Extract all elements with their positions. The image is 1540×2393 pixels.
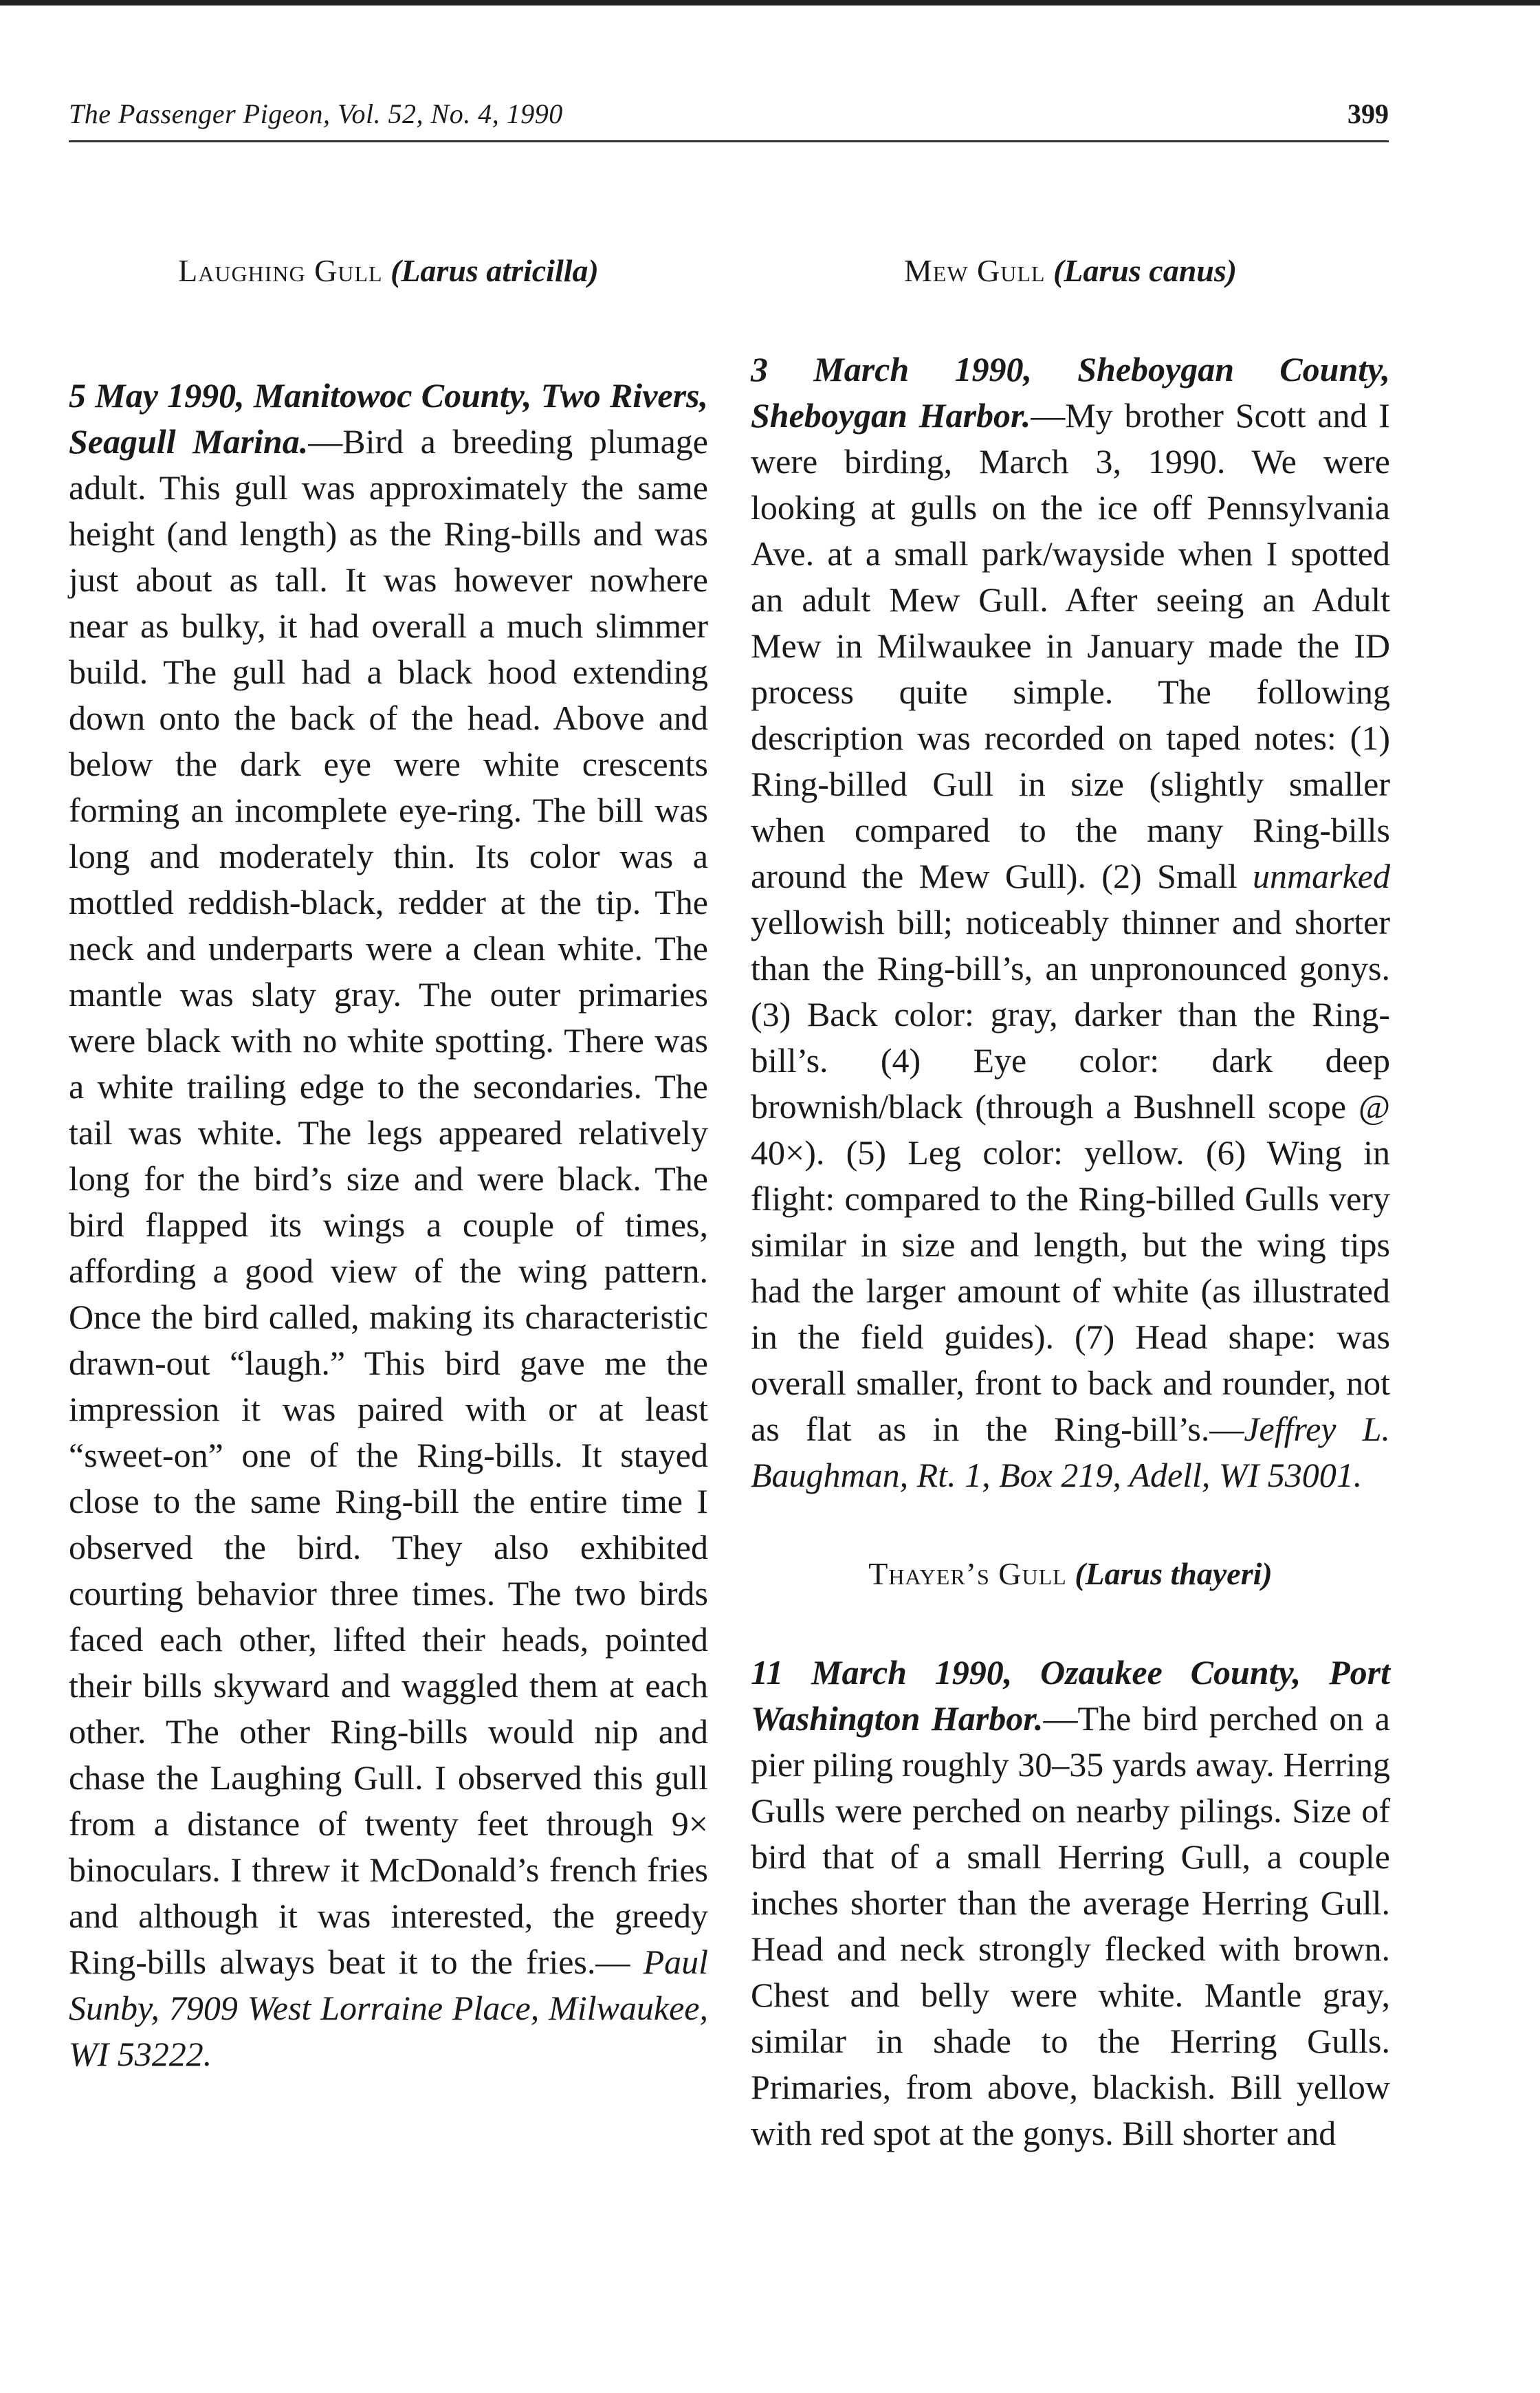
- report-body: —Bird a breeding plumage adult. This gull was approximately the same height (and length) as the Ring-bills and was just about as tall. It was however nowhere near as bulky, it had overall a much slimmer build. The gull had a black hood extending down onto the back of the head. Above and below the dark eye were white crescents forming an incomplete eye-ring. The bill was long and moderately thin. Its color was a mottled reddish-black, redder at the tip. The neck and underparts were a clean white. The mantle was slaty gray. The outer primaries were black with no white spotting. There was a white trailing edge to the secondaries. The tail was white. The legs appeared relatively long for the bird’s size and were black. The bird flapped its wings a couple of times, affording a good view of the wing pattern. Once the bird called, making its characteristic drawn-out “laugh.” This bird gave me the impression it was paired with or at least “sweet-on” one of the Ring-bills. It stayed close to the same Ring-bill the entire time I observed the bird. They also exhibited courting behavior three times. The two birds faced each other, lifted their heads, pointed their bills skyward and waggled them at each other. The other Ring-bills would nip and chase the Laughing Gull. I observed this gull from a distance of twenty feet through 9× binoculars. I threw it McDonald’s french fries and although it was interested, the greedy Ring-bills always beat it to the fries.—: [69, 422, 708, 1981]
- species-common-name: Thayer’s Gull: [868, 1556, 1067, 1591]
- laughing-gull-title: [69, 250, 708, 292]
- report-lead: 3 March 1990, Sheboygan County, Sheboygan Harbor.: [751, 350, 1390, 435]
- species-latin-name: (Larus atricilla): [390, 253, 599, 288]
- header-rule: [69, 140, 1389, 142]
- laughing-gull-report: [69, 373, 708, 2077]
- report-lead: 5 May 1990, Manitowoc County, Two Rivers, Seagull Marina.: [69, 376, 708, 461]
- report-body-continued: yellowish bill; noticeably thinner and shorter than the Ring-bill’s, an unpronounced gonys. (3) Back color: gray, darker than the Ring-bill’s. (4) Eye color: dark deep brownish/black (through a Bushnell scope @ 40×). (5) Leg color: yellow. (6) Wing in flight: compared to the Ring-billed Gulls very similar in size and length, but the wing tips had the larger amount of white (as illustrated in the field guides). (7) Head shape: was overall smaller, front to back and rounder, not as flat as in the Ring-bill’s.—: [751, 903, 1390, 1448]
- species-latin-name: (Larus thayeri): [1075, 1556, 1273, 1591]
- thayers-gull-report: [751, 1650, 1390, 2156]
- page-number: 399: [1348, 98, 1389, 129]
- report-body: —My brother Scott and I were birding, March 3, 1990. We were looking at gulls on the ice off Pennsylvania Ave. at a small park/wayside when I spotted an adult Mew Gull. After seeing an Adult Mew in Milwaukee in January made the ID process quite simple. The following description was recorded on taped notes: (1) Ring-billed Gull in size (slightly smaller when compared to the many Ring-bills around the Mew Gull). (2) Small: [751, 396, 1391, 895]
- report-signature: Jeffrey L. Baughman, Rt. 1, Box 219, Adell, WI 53001.: [751, 1410, 1390, 1494]
- thayers-gull-title: [751, 1553, 1390, 1595]
- report-lead: 11 March 1990, Ozaukee County, Port Washington Harbor.: [751, 1653, 1390, 1738]
- right-column: [751, 234, 1390, 2156]
- species-latin-name: (Larus canus): [1053, 253, 1238, 288]
- running-head: [69, 98, 1389, 146]
- report-signature: Paul Sunby, 7909 West Lorraine Place, Milwaukee, WI 53222.: [69, 1943, 708, 2073]
- mew-gull-report: [751, 347, 1390, 1498]
- journal-citation: The Passenger Pigeon, Vol. 52, No. 4, 1990: [69, 98, 563, 129]
- left-column: [69, 234, 708, 2077]
- page-top-border: [0, 0, 1540, 6]
- mew-gull-title: [751, 250, 1390, 292]
- species-common-name: Mew Gull: [903, 253, 1046, 288]
- species-common-name: Laughing Gull: [178, 253, 383, 288]
- report-emphasis: unmarked: [1253, 857, 1390, 895]
- report-body: —The bird perched on a pier piling roughly 30–35 yards away. Herring Gulls were perched on nearby pilings. Size of bird that of a small Herring Gull, a couple inches shorter than the average Herring Gull. Head and neck strongly flecked with brown. Chest and belly were white. Mantle gray, similar in shade to the Herring Gulls. Primaries, from above, blackish. Bill yellow with red spot at the gonys. Bill shorter and: [751, 1699, 1390, 2152]
